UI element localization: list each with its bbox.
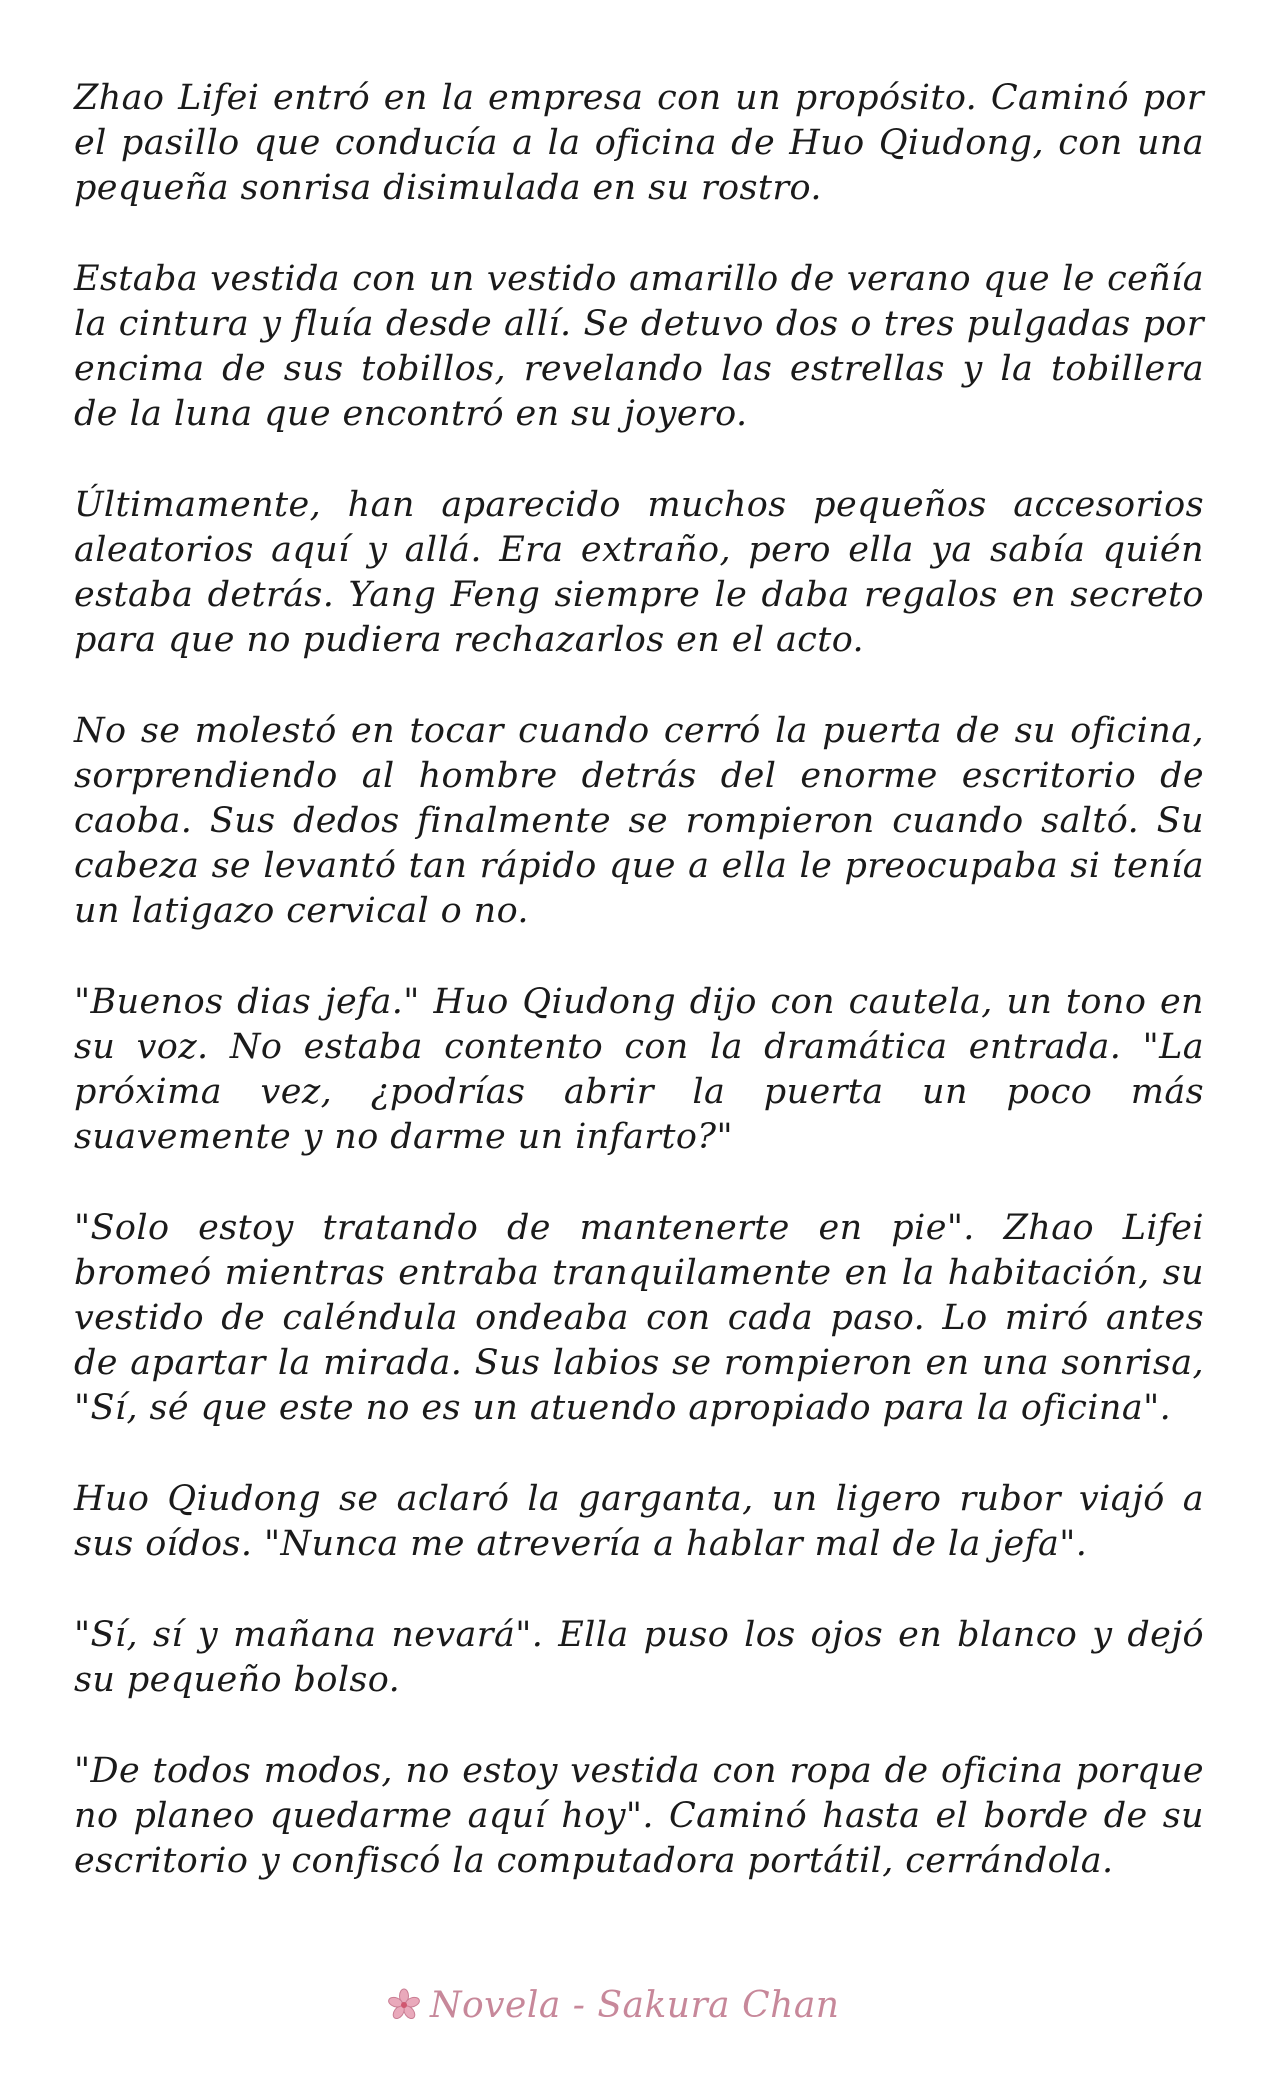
paragraph-1: Zhao Lifei entró en la empresa con un propósito. Caminó por el pasillo que conducía a la oficina de Huo Qiudong, con una pequeña sonrisa disimulada en su rostro.	[74, 78, 1204, 208]
paragraph-6: "Solo estoy tratando de mantenerte en pie". Zhao Lifei bromeó mientras entraba tranquilamente en la habitación, su vestido de caléndula ondeaba con cada paso. Lo miró antes de apartar la mirada. Sus labios se rompieron en una sonrisa, "Sí, sé que este no es un atuendo apropiado para la oficina".	[74, 1208, 1204, 1428]
paragraph-8: "Sí, sí y mañana nevará". Ella puso los ojos en blanco y dejó su pequeño bolso.	[74, 1615, 1204, 1700]
paragraph-9: "De todos modos, no estoy vestida con ropa de oficina porque no planeo quedarme aquí hoy". Caminó hasta el borde de su escritorio y confiscó la computadora portátil, cerrándola.	[74, 1751, 1204, 1881]
sakura-flower-icon	[386, 1987, 422, 2023]
watermark-text: Novela - Sakura Chan	[430, 1984, 840, 2026]
paragraph-5: "Buenos dias jefa." Huo Qiudong dijo con cautela, un tono en su voz. No estaba contento con la dramática entrada. "La próxima vez, ¿podrías abrir la puerta un poco más suavemente y no darme un infarto?"	[74, 982, 1204, 1157]
paragraph-2: Estaba vestida con un vestido amarillo de verano que le ceñía la cintura y fluía desde allí. Se detuvo dos o tres pulgadas por encima de sus tobillos, revelando las estrellas y la tobillera de la luna que encontró en su joyero.	[74, 259, 1204, 434]
watermark	[386, 1980, 839, 2030]
chapter-text	[74, 76, 1204, 1930]
paragraph-7: Huo Qiudong se aclaró la garganta, un ligero rubor viajó a sus oídos. "Nunca me atrevería a hablar mal de la jefa".	[74, 1479, 1204, 1564]
paragraph-4: No se molestó en tocar cuando cerró la puerta de su oficina, sorprendiendo al hombre detrás del enorme escritorio de caoba. Sus dedos finalmente se rompieron cuando saltó. Su cabeza se levantó tan rápido que a ella le preocupaba si tenía un latigazo cervical o no.	[74, 711, 1204, 931]
paragraph-3: Últimamente, han aparecido muchos pequeños accesorios aleatorios aquí y allá. Era extraño, pero ella ya sabía quién estaba detrás. Yang Feng siempre le daba regalos en secreto para que no pudiera rechazarlos en el acto.	[74, 485, 1204, 660]
